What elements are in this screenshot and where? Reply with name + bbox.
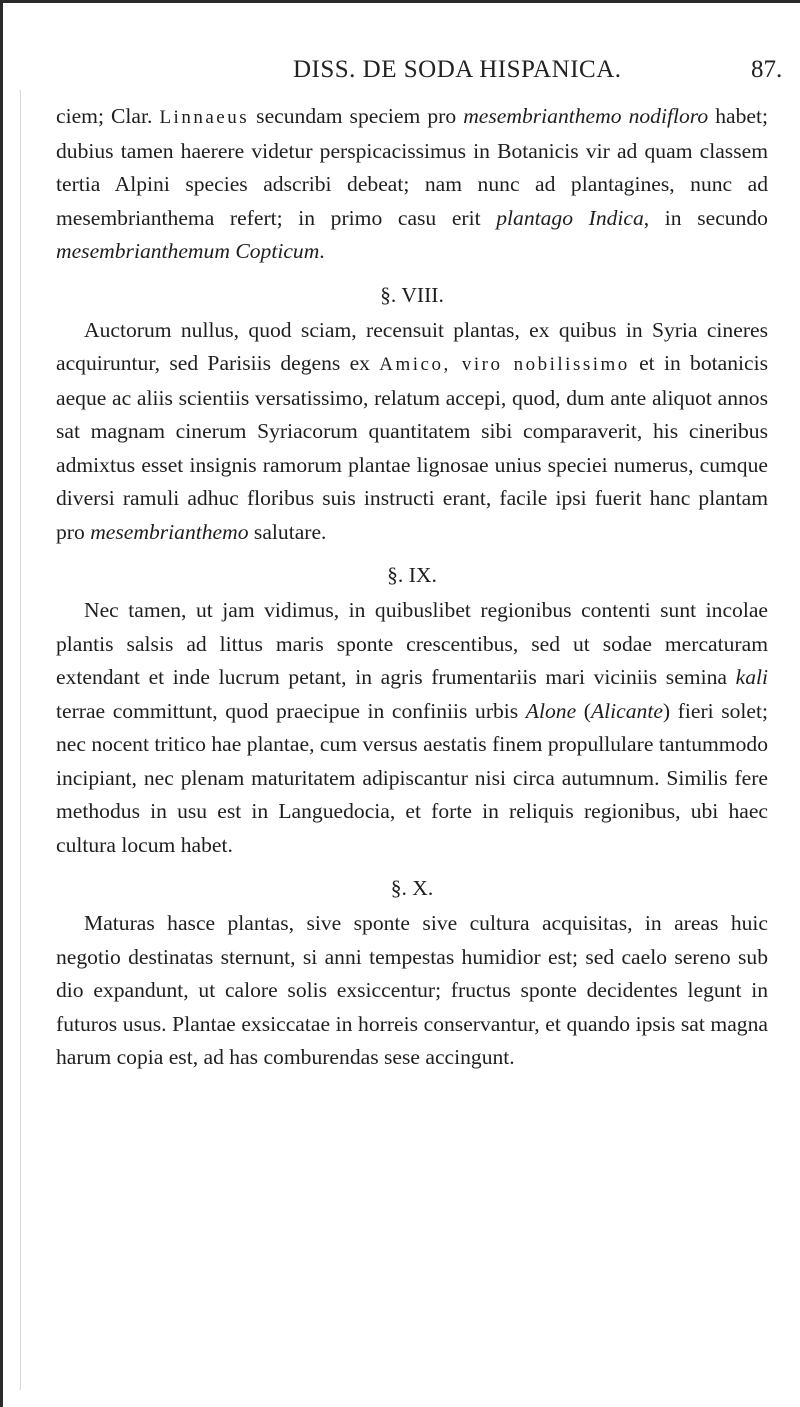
body-text xyxy=(56,100,768,1075)
paragraph-section-10: Maturas hasce plantas, sive sponte sive cultura acquisitas, in areas huic negotio destinatas sternunt, si anni tempestas humidior est; sed caelo sereno sub dio expandunt, ut calore solis exsiccentur; fructus sponte decidentes legunt in futuros usus. Plantae exsiccatae in horreis conservantur, et quando ipsis sat magna harum copia est, ad has comburendas sese accingunt. xyxy=(56,911,768,1069)
gutter-shadow xyxy=(20,90,21,1390)
text-run: terrae committunt, quod praecipue in confiniis urbis xyxy=(56,698,526,723)
text-run: ciem; Clar. xyxy=(56,104,160,128)
text-run: habet; dubius tamen haerere videtur perspicacissimus in Botanicis vir ad quam classem tertia Alpini species adscribi debeat; nam nunc ad plantagines, nunc ad mesembrianthema refert; in primo casu erit xyxy=(56,104,768,230)
paragraph-section-8 xyxy=(56,314,768,550)
place-name: Alone xyxy=(525,698,577,723)
text-run: . xyxy=(319,239,325,263)
small-caps-phrase: Amico, viro nobilissimo xyxy=(379,354,630,375)
paragraph-section-9 xyxy=(56,594,768,862)
text-run: secundam speciem pro xyxy=(249,104,464,128)
species-name: mesembrianthemum Copticum xyxy=(56,239,320,263)
species-name: mesembrianthemo nodifloro xyxy=(463,104,709,128)
running-title: DISS. DE SODA HISPANICA. xyxy=(293,56,622,83)
text-run: ) fieri solet; nec nocent tritico hae plantae, cum versus aestatis finem propullulare tantummodo incipiant, nec plenam maturitatem adipiscantur nisi circa autumnum. Similis fere methodus in usu est in Languedocia, et forte in reliquis regionibus, ubi haec cultura locum habet. xyxy=(56,698,768,857)
text-run: Auctorum nullus, quod sciam, recensuit plantas, ex quibus in Syria cineres acquiruntur, sed Parisiis degens ex xyxy=(56,317,768,375)
species-name: mesembrianthemo xyxy=(90,519,249,544)
text-run: salutare. xyxy=(248,519,327,544)
running-head xyxy=(0,56,800,90)
species-name: plantago Indica xyxy=(496,205,644,230)
text-run: Nec tamen, ut jam vidimus, in quibuslibet regionibus contenti sunt incolae plantis salsis ad littus maris sponte crescentibus, sed ut sodae mercaturam extendant et inde lucrum petant, in agris frumentariis mari viciniis semina xyxy=(56,598,768,689)
author-name: Linnaeus xyxy=(159,107,250,128)
text-run: , in secundo xyxy=(643,205,768,230)
page-number: 87. xyxy=(751,56,783,83)
text-run: et in botanicis aeque ac aliis scientiis versatissimo, relatum accepi, quod, dum ante aliquot annos sat magnam cinerum Syriacorum quantitatem sibi comparaverit, his cineribus admixtus esset insignis ramorum plantae lignosae unius speciei numerus, cumque diversi ramuli adhuc floribus suis instructi erant, facile ipsi fuerit hanc plantam pro xyxy=(56,351,769,544)
species-name: kali xyxy=(735,665,768,689)
text-run: ( xyxy=(576,698,591,723)
place-name: Alicante xyxy=(590,698,663,723)
section-heading-9: §. IX. xyxy=(387,563,437,587)
section-heading-10: §. X. xyxy=(390,876,434,900)
paragraph-continuation xyxy=(56,100,768,269)
page-edge-top xyxy=(0,0,800,3)
section-heading-8: §. VIII. xyxy=(380,282,444,307)
page-edge-left xyxy=(0,0,3,1407)
